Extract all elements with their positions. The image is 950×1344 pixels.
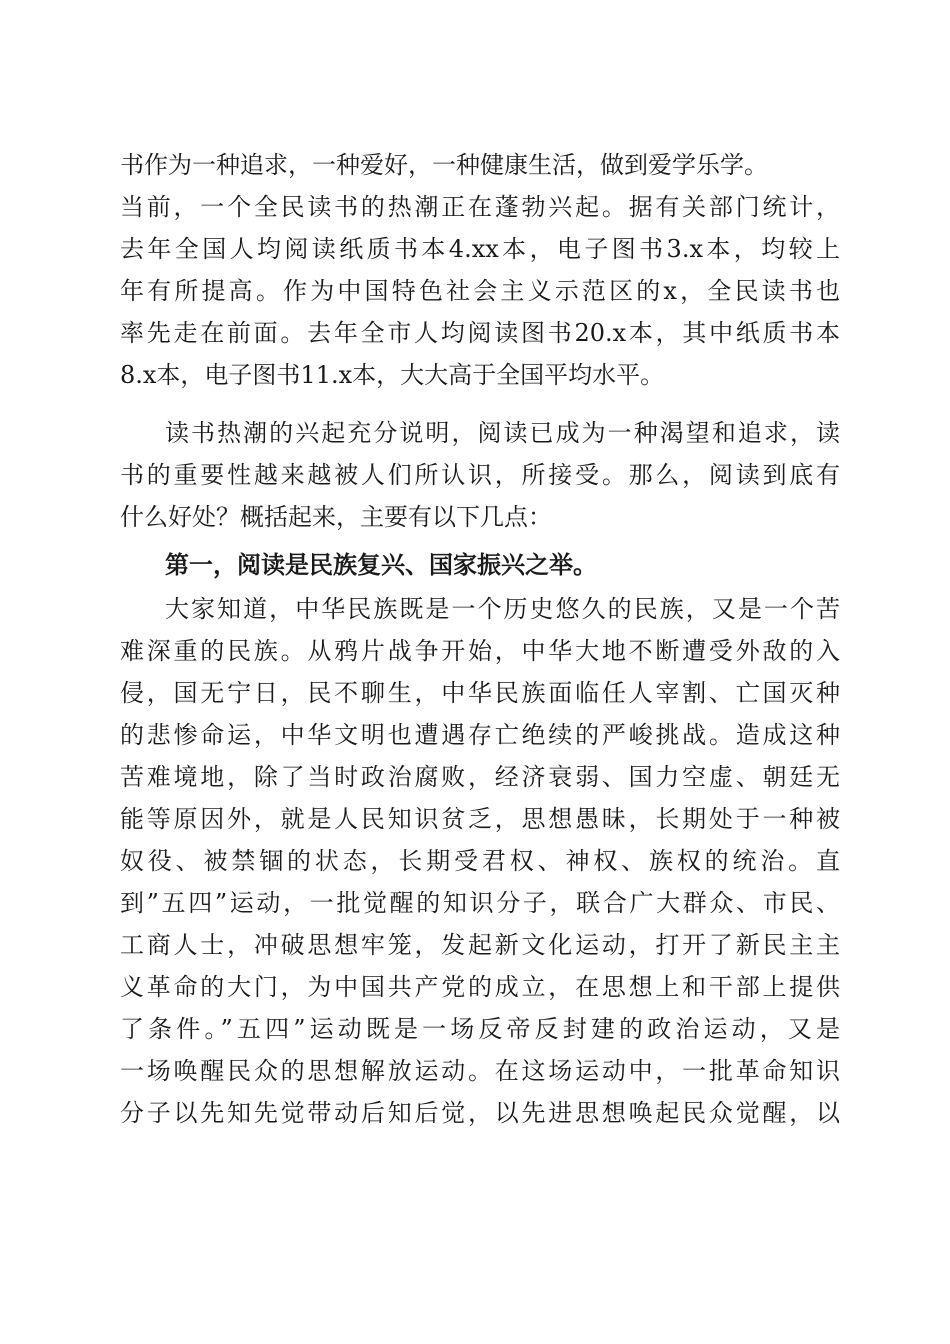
text-line: 到”五四”运动，一批觉醒的知识分子，联合广大群众、市民、 bbox=[120, 889, 840, 917]
text-line: 去年全国人均阅读纸质书本4.xx本，电子图书3.x本，均较上 bbox=[120, 235, 840, 263]
text-line: 义革命的大门，为中国共产党的成立，在思想上和干部上提供 bbox=[120, 973, 840, 1001]
text-line: 大家知道，中华民族既是一个历史悠久的民族，又是一个苦 bbox=[165, 595, 840, 623]
text-line: 率先走在前面。去年全市人均阅读图书20.x本，其中纸质书本 bbox=[120, 319, 840, 347]
text-line: 苦难境地，除了当时政治腐败，经济衰弱、国力空虚、朝廷无 bbox=[120, 763, 840, 791]
text-line: 什么好处？概括起来，主要有以下几点： bbox=[120, 503, 552, 531]
text-line: 奴役、被禁锢的状态，长期受君权、神权、族权的统治。直 bbox=[120, 847, 840, 875]
text-line: 一场唤醒民众的思想解放运动。在这场运动中，一批革命知识 bbox=[120, 1057, 840, 1085]
text-line: 的悲惨命运，中华文明也遭遇存亡绝续的严峻挑战。造成这种 bbox=[120, 721, 840, 749]
text-line: 了条件。”五四”运动既是一场反帝反封建的政治运动，又是 bbox=[120, 1015, 840, 1043]
text-line: 工商人士，冲破思想牢笼，发起新文化运动，打开了新民主主 bbox=[120, 931, 840, 959]
text-line: 能等原因外，就是人民知识贫乏，思想愚昧，长期处于一种被 bbox=[120, 805, 840, 833]
text-line: 分子以先知先觉带动后知后觉，以先进思想唤起民众觉醒，以 bbox=[120, 1099, 840, 1127]
text-line: 书作为一种追求，一种爱好，一种健康生活，做到爱学乐学。 bbox=[120, 151, 768, 179]
text-line: 难深重的民族。从鸦片战争开始，中华大地不断遭受外敌的入 bbox=[120, 637, 840, 665]
text-line: 侵，国无宁日，民不聊生，中华民族面临任人宰割、亡国灭种 bbox=[120, 679, 840, 707]
text-line: 年有所提高。作为中国特色社会主义示范区的x，全民读书也 bbox=[120, 277, 840, 305]
text-line: 书的重要性越来越被人们所认识，所接受。那么，阅读到底有 bbox=[120, 461, 840, 489]
text-line: 读书热潮的兴起充分说明，阅读已成为一种渴望和追求，读 bbox=[165, 419, 840, 447]
text-line: 8.x本，电子图书11.x本，大大高于全国平均水平。 bbox=[120, 361, 665, 389]
text-line: 当前，一个全民读书的热潮正在蓬勃兴起。据有关部门统计， bbox=[120, 193, 840, 221]
section-heading: 第一，阅读是民族复兴、国家振兴之举。 bbox=[165, 550, 597, 579]
